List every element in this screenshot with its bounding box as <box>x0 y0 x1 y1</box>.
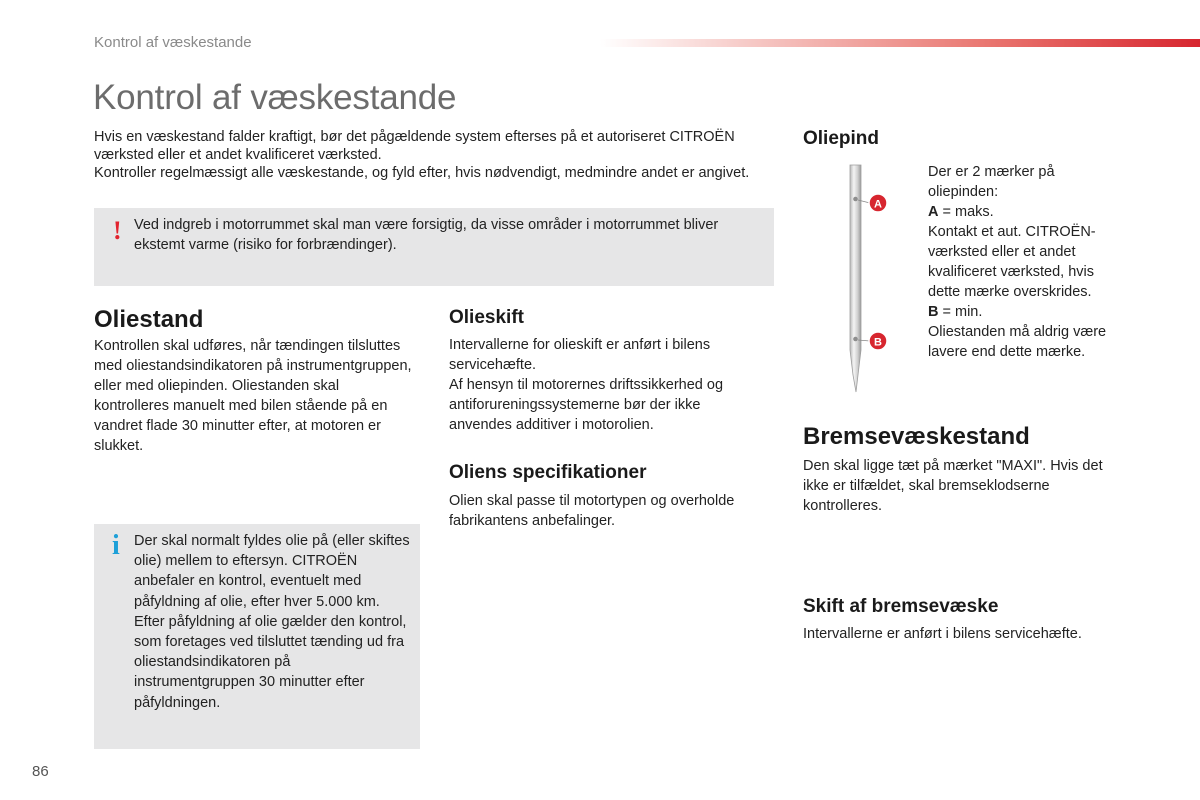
oliepind-b-key: B <box>928 304 939 320</box>
dipstick-hole-b <box>853 337 858 342</box>
oliepind-a-key: A <box>928 204 939 220</box>
oliepind-a-text: = maks. <box>942 204 994 220</box>
oliepind-a-detail: Kontakt et aut. CITROËN-værksted eller et andet kvalificeret værksted, hvis dette mærke overskrides. <box>928 224 1096 300</box>
olieskift-paragraph-2: Af hensyn til motorernes driftssikkerhed og antiforureningssystemerne bør der ikke anvendes additiver i motorolien. <box>449 377 724 433</box>
olieskift-text <box>449 335 749 435</box>
page-title: Kontrol af væskestande <box>93 78 457 117</box>
intro-text <box>94 128 764 182</box>
info-icon: i <box>112 530 120 561</box>
olieskift-heading: Olieskift <box>449 307 524 328</box>
oliepind-a-line <box>928 202 1123 222</box>
specifikationer-text: Olien skal passe til motortypen og overholde fabrikantens anbefalinger. <box>449 493 735 529</box>
oliepind-intro: Der er 2 mærker på oliepinden: <box>928 164 1055 200</box>
info-text: Der skal normalt fyldes olie på (eller skiftes olie) mellem to eftersyn. CITROËN anbefaler en kontrol, eventuelt med påfyldning af olie, efter hver 5.000 km. Efter påfyldning af olie gælder den kontrol, som foretages ved tilsluttet tænding ud fra oliestandsindikatoren på instrumentgruppen 30 minutter efter påfyldningen. <box>134 533 410 711</box>
marker-b-label: B <box>874 336 882 349</box>
oliepind-heading: Oliepind <box>803 128 879 149</box>
marker-a-label: A <box>874 198 882 211</box>
page-number: 86 <box>32 763 49 780</box>
exclamation-icon: ! <box>113 216 122 245</box>
oliestand-heading: Oliestand <box>94 306 204 333</box>
running-header: Kontrol af væskestande <box>94 34 252 51</box>
olieskift-paragraph-1: Intervallerne for olieskift er anført i bilens servicehæfte. <box>449 337 711 373</box>
dipstick-hole-a <box>853 197 858 202</box>
specifikationer-heading: Oliens specifikationer <box>449 462 647 483</box>
oliestand-text: Kontrollen skal udføres, når tændingen tilsluttes med oliestandsindikatoren på instrumentgruppen, eller med oliepinden. Oliestanden skal kontrolleres manuelt med bilen stående på en vandret flade 30 minutter efter, at motoren er slukket. <box>94 338 412 454</box>
oliepind-b-detail: Oliestanden må aldrig være lavere end dette mærke. <box>928 324 1107 360</box>
header-accent-bar <box>600 39 1200 47</box>
intro-paragraph-1: Hvis en væskestand falder kraftigt, bør det pågældende system efterses på et autoriseret CITROËN værksted eller et andet kvalificeret værksted. <box>94 129 735 163</box>
bremse-heading: Bremsevæskestand <box>803 423 1030 450</box>
oliepind-b-line <box>928 302 1123 322</box>
skift-bremse-heading: Skift af bremsevæske <box>803 596 999 617</box>
oliepind-b-text: = min. <box>942 304 983 320</box>
dipstick-illustration <box>830 160 900 395</box>
skift-bremse-text: Intervallerne er anført i bilens servicehæfte. <box>803 626 1082 642</box>
warning-text: Ved indgreb i motorrummet skal man være forsigtig, da visse områder i motorrummet bliver ekstemt varme (risiko for forbrændinger). <box>134 217 719 253</box>
intro-paragraph-2: Kontroller regelmæssigt alle væskestande, og fyld efter, hvis nødvendigt, medmindre andet er angivet. <box>94 165 750 181</box>
oliepind-text <box>928 162 1123 362</box>
bremse-text: Den skal ligge tæt på mærket "MAXI". Hvis det ikke er tilfældet, skal bremseklodserne kontrolleres. <box>803 458 1103 514</box>
